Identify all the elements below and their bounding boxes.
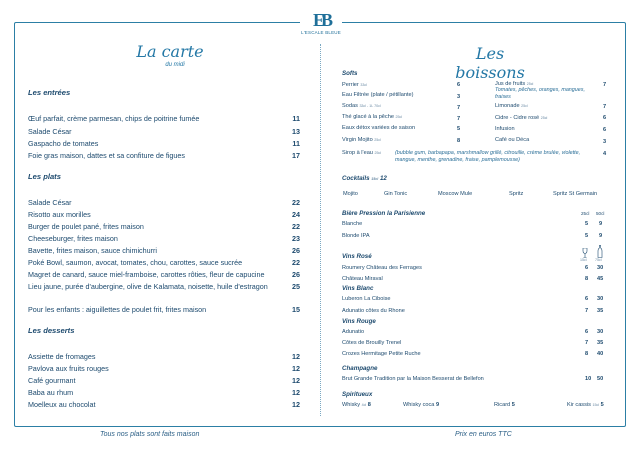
menu-item: Lieu jaune, purée d'aubergine, olive de Kalamata, noisette, huile d'estragon 25 — [28, 282, 300, 291]
biere-col-b: 50cl — [596, 211, 605, 216]
section-title-softs: Softs — [342, 70, 358, 77]
soft-price: 6 — [603, 127, 607, 133]
soft-item: Eau Filtrée (plate / pétillante) — [342, 92, 414, 98]
section-title-entrees: Les entrées — [28, 88, 71, 97]
spirit-item: Ricard 5 — [494, 402, 515, 408]
cocktail-item: Gin Tonic — [384, 191, 408, 197]
soft-item: Thé glacé à la pêche 25cl — [342, 114, 403, 120]
section-title-cocktails: Cocktails 15cl 12 — [342, 175, 387, 182]
price-b: 35 — [597, 308, 604, 314]
menu-item: Cheeseburger, frites maison 23 — [28, 234, 300, 243]
wine-item: Côtes de Brouilly Trenel — [342, 340, 402, 346]
soft-price: 6 — [457, 82, 461, 88]
price-a: 5 — [585, 233, 589, 239]
soft-item: Perrier 33cl — [342, 82, 367, 88]
soft-price: 8 — [457, 138, 461, 144]
column-divider — [320, 44, 321, 416]
menu-item: Salade César 22 — [28, 198, 300, 207]
price-a: 8 — [585, 276, 589, 282]
menu-item: Gaspacho de tomates 11 — [28, 139, 300, 148]
section-title-plats: Les plats — [28, 172, 61, 181]
cocktail-item: Moscow Mule — [438, 191, 473, 197]
food-menu-subtitle: du midi — [165, 62, 185, 68]
price-a: 5 — [585, 221, 589, 227]
logo-mark: EB — [312, 10, 329, 30]
soft-item: Sodas 33cl - 1L 70cl — [342, 103, 381, 109]
soft-item: Café ou Déca — [495, 137, 530, 143]
soft-price: 7 — [457, 116, 461, 122]
cocktail-item: Mojito — [343, 191, 358, 197]
menu-item: Café gourmant 12 — [28, 376, 300, 385]
spirit-item: Whisky coca 9 — [403, 402, 440, 408]
logo — [300, 10, 342, 40]
menu-item-kids: Pour les enfants : aiguillettes de poulet frit, frites maison 15 — [28, 305, 300, 314]
menu-item: Pavlova aux fruits rouges 12 — [28, 364, 300, 373]
price-a: 7 — [585, 308, 589, 314]
price-a: 6 — [585, 265, 589, 271]
price-b: 9 — [599, 221, 603, 227]
wine-item: Crozes Hermitage Petite Ruche — [342, 351, 421, 357]
price-b: 9 — [599, 233, 603, 239]
soft-price: 7 — [457, 105, 461, 111]
menu-item: Risotto aux morilles 24 — [28, 210, 300, 219]
footer-left: Tous nos plats sont faits maison — [100, 431, 200, 438]
price-a: 8 — [585, 351, 589, 357]
price-b: 30 — [597, 265, 604, 271]
wine-item: Château Miraval — [342, 276, 383, 282]
section-title-biere: Bière Pression la Parisienne — [342, 210, 426, 217]
price-b: 30 — [597, 329, 604, 335]
section-title-desserts: Les desserts — [28, 326, 75, 335]
wine-item: Adunatio — [342, 329, 365, 335]
footer-right: Prix en euros TTC — [455, 431, 512, 438]
food-menu-title: La carte — [136, 42, 204, 61]
price-b: 35 — [597, 340, 604, 346]
section-title-blanc: Vins Blanc — [342, 285, 374, 292]
sirop-price: 4 — [603, 151, 607, 157]
menu-item: Moelleux au chocolat 12 — [28, 400, 300, 409]
wine-item: Roumery Château des Ferrages — [342, 265, 422, 271]
soft-item: Cidre - Cidre rosé 25cl — [495, 115, 548, 121]
section-title-spiritueux: Spiritueux — [342, 391, 373, 398]
menu-item: Poké Bowl, saumon, avocat, tomates, chou, carottes, sauce sucrée 22 — [28, 258, 300, 267]
soft-item-desc: Tomates, pêches, oranges, mangues, fraises — [495, 87, 585, 100]
menu-item: Magret de canard, sauce miel-framboise, carottes rôties, fleur de capucine 26 — [28, 270, 300, 279]
price-a: 10 — [585, 376, 592, 382]
soft-item: Jus de fruits 25cl — [495, 81, 534, 87]
price-a: 7 — [585, 340, 589, 346]
soft-price: 3 — [603, 139, 607, 145]
menu-item: Salade César 13 — [28, 127, 300, 136]
price-a: 6 — [585, 296, 589, 302]
soft-item: Limonade 25cl — [495, 103, 528, 109]
rose-bottle-size: 75cl — [595, 258, 602, 262]
rose-glass-size: 15cl — [580, 258, 587, 262]
section-title-rose: Vins Rosé — [342, 253, 372, 260]
soft-price: 6 — [603, 115, 607, 121]
menu-item: Bavette, frites maison, sauce chimichurri 26 — [28, 246, 300, 255]
soft-price: 5 — [457, 126, 461, 132]
soft-item: Infusion — [495, 126, 515, 132]
drinks-menu-title: Les boissons — [455, 44, 525, 82]
logo-name: L'ESCALE BLEUE — [301, 30, 341, 35]
soft-price: 3 — [457, 94, 461, 100]
soft-item: Eaux détox variées de saison — [342, 125, 416, 131]
soft-price: 7 — [603, 82, 607, 88]
wine-item: Luberon La Ciboise — [342, 296, 391, 302]
soft-item: Virgin Mojito 25cl — [342, 137, 381, 143]
biere-item: Blonde IPA — [342, 233, 370, 239]
menu-item: Assiette de fromages 12 — [28, 352, 300, 361]
price-b: 40 — [597, 351, 604, 357]
menu-item: Œuf parfait, crème parmesan, chips de poitrine fumée 11 — [28, 114, 300, 123]
spirit-item: Whisky 4cl 8 — [342, 402, 371, 408]
section-title-champagne: Champagne — [342, 365, 378, 372]
cocktail-item: Spritz St Germain — [553, 191, 598, 197]
cocktail-item: Spritz — [509, 191, 524, 197]
price-b: 45 — [597, 276, 604, 282]
menu-item: Foie gras maison, dattes et sa confiture de figues 17 — [28, 151, 300, 160]
wine-item: Adunatio côtes du Rhone — [342, 308, 405, 314]
section-title-rouge: Vins Rouge — [342, 318, 376, 325]
champagne-item: Brut Grande Tradition par la Maison Besserat de Bellefon — [342, 376, 484, 382]
sirop-desc: (bubble gum, barbapapa, marshmallow grillé, citrouille, crème brulée, violette, mangue, menthe, grenadine, fraise, pamplemousse) — [395, 150, 581, 163]
biere-item: Blanche — [342, 221, 363, 227]
menu-item: Baba au rhum 12 — [28, 388, 300, 397]
spirit-item: Kir cassis 15cl 5 — [567, 402, 604, 408]
price-b: 30 — [597, 296, 604, 302]
price-a: 6 — [585, 329, 589, 335]
soft-price: 7 — [603, 104, 607, 110]
price-b: 50 — [597, 376, 604, 382]
biere-col-a: 25cl — [581, 211, 590, 216]
sirop-item: Sirop à l'eau 25cl — [342, 150, 382, 156]
menu-item: Burger de poulet pané, frites maison 22 — [28, 222, 300, 231]
